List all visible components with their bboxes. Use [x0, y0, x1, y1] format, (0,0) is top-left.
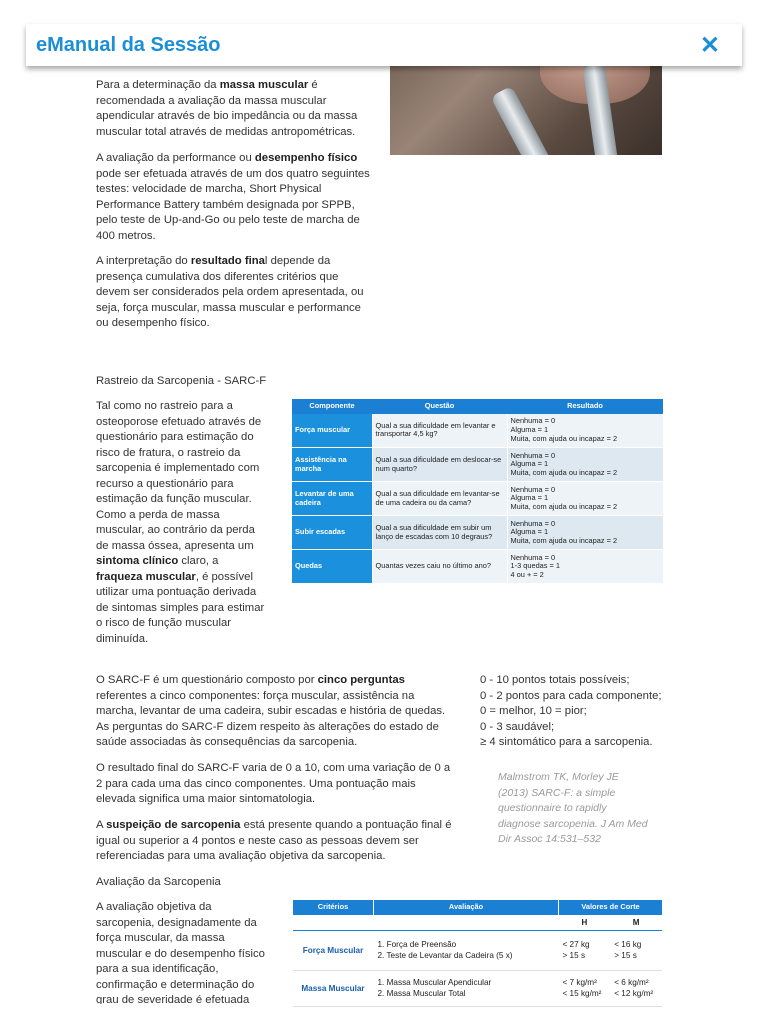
table-cell: H [559, 915, 611, 931]
text: Muita, com ajuda ou incapaz = 2 [510, 467, 618, 477]
text: 2. Massa Muscular Total [377, 989, 466, 999]
text: A [96, 819, 107, 831]
text: < 15 kg/m² [562, 989, 602, 999]
text: Nenhuma = 0 [510, 450, 556, 460]
text: 1-3 quedas = 1 [510, 561, 561, 571]
criteria-table [292, 900, 662, 1007]
table-cell [559, 930, 611, 970]
table-header: Critérios [293, 900, 374, 915]
table-header: Questão [372, 399, 507, 414]
section-title-sarc-f: Rastreio da Sarcopenia - SARC-F [96, 375, 267, 387]
sarc-f-table [292, 399, 663, 584]
table-header: Componente [292, 399, 372, 414]
text: A avaliação da performance ou [96, 152, 255, 164]
paragraph-muscle-mass [96, 78, 374, 140]
scoring-list [480, 673, 670, 751]
table-cell [507, 482, 663, 516]
table-cell [293, 915, 374, 931]
text: referentes a cinco componentes: força muscular, assistência na marcha, levantar de uma cadeira, subir escadas e história de quedas. As perguntas do SARC-F dizem respeito às alterações do estado de saúde associadas às consequências da sarcopenia. [96, 689, 446, 748]
table-cell: Levantar de uma cadeira [292, 482, 372, 516]
citation-line: Dir Assoc 14:531–532 [498, 833, 601, 846]
table-cell: Assistência na marcha [292, 448, 372, 482]
table-cell [610, 970, 662, 1006]
text-bold: cinco perguntas [317, 674, 405, 686]
session-manual-header [26, 24, 742, 66]
table-cell: Quantas vezes caiu no último ano? [372, 550, 507, 584]
citation-line: diagnose sarcopenia. J Am Med [498, 817, 648, 830]
citation-line: (2013) SARC-F: a simple [498, 786, 616, 799]
paragraph-sarc-f-result: O resultado final do SARC-F varia de 0 a 10, com uma variação de 0 a 2 para cada uma das cinco componentes. Uma pontuação mais elevada significa uma maior sintomatologia. [96, 762, 451, 805]
table-row [292, 516, 663, 550]
text: está presente quando a pontuação final é igual ou superior a 4 pontos e neste caso as pessoas devem ser referenciadas para uma avaliação objetiva da sarcopenia. [96, 819, 452, 862]
table-cell: Subir escadas [292, 516, 372, 550]
table-cell: Força Muscular [293, 930, 374, 970]
text: Alguma = 1 [510, 527, 549, 537]
paragraph-physical-performance [96, 151, 374, 244]
text: Nenhuma = 0 [510, 484, 556, 494]
text: 4 ou + = 2 [510, 569, 544, 579]
table-header: Avaliação [374, 900, 559, 915]
table-cell: Quedas [292, 550, 372, 584]
table-cell [507, 448, 663, 482]
close-icon[interactable]: ✕ [699, 32, 720, 59]
text: l depende da presença cumulativa dos diferentes critérios que devem ser considerados pela ordem apresentada, ou seja, força muscular, massa muscular e performance ou desempenho físico. [96, 255, 364, 329]
paragraph-final-result [96, 254, 374, 332]
table-row [292, 448, 663, 482]
citation-line: Malmstrom TK, Morley JE [498, 771, 619, 783]
paragraph-evaluation: A avaliação objetiva da sarcopenia, designadamente da força muscular, da massa muscular e do desempenho físico para a sua identificação, confirmação e determinação do grau de severidade é efetuada [96, 901, 265, 1004]
text: > 15 s [614, 951, 637, 961]
table-cell [507, 414, 663, 448]
table-cell: Qual a sua dificuldade em subir um lanço de escadas com 10 degraus? [372, 516, 507, 550]
header-title: eManual da Sessão [36, 34, 221, 56]
scoring-item: 0 - 2 pontos para cada componente; [480, 689, 662, 702]
table-row [292, 414, 663, 448]
text: > 15 s [562, 951, 586, 961]
text: Muita, com ajuda ou incapaz = 2 [510, 433, 618, 443]
text: , é possível utilizar uma pontuação derivada de sintomas simples para estimar o risco de função muscular diminuída. [96, 570, 265, 645]
text-bold: massa muscular [219, 79, 309, 91]
text: Alguma = 1 [510, 493, 549, 503]
table-header: Resultado [507, 399, 663, 414]
text: A interpretação do [96, 255, 191, 267]
text: Muita, com ajuda ou incapaz = 2 [510, 501, 618, 511]
text: Alguma = 1 [510, 425, 549, 435]
text: Nenhuma = 0 [510, 518, 556, 528]
text: 1. Massa Muscular Apendicular [377, 978, 492, 988]
table-cell [610, 930, 662, 970]
table-cell: Força muscular [292, 414, 372, 448]
table-cell [374, 915, 559, 931]
paragraph-screening [96, 399, 268, 647]
text: O SARC-F é um questionário composto por [96, 674, 318, 686]
citation-line: questionnaire to rapidly [498, 802, 607, 815]
table-row [293, 970, 663, 1006]
text: pode ser efetuada através de um dos quatro seguintes testes: velocidade de marcha, Short Physical Performance Battery também designada por SPPB, pelo teste de Up-and-Go ou pelo teste de marcha de 400 metros. [96, 167, 370, 242]
text: é recomendada a avaliação da massa muscular apendicular através de bio impedância ou da massa muscular total através de medidas antropométricas. [96, 79, 358, 138]
table-row [293, 930, 663, 970]
table-cell: Qual a sua dificuldade em levantar-se de uma cadeira ou da cama? [372, 482, 507, 516]
table-row [292, 550, 663, 584]
text-bold: suspeição de sarcopenia [106, 819, 241, 831]
table-cell [374, 970, 559, 1006]
scoring-item: 0 - 10 pontos totais possíveis; [480, 674, 630, 686]
table-cell [559, 970, 611, 1006]
text: 1. Força de Preensão [377, 940, 457, 950]
citation [498, 770, 678, 848]
text-bold: desempenho físico [254, 152, 358, 164]
text: < 6 kg/m² [614, 978, 649, 988]
table-cell: M [610, 915, 662, 931]
text: 2. Teste de Levantar da Cadeira (5 x) [377, 951, 513, 961]
text-bold: sintoma clínico [96, 555, 179, 567]
text: < 7 kg/m² [562, 978, 597, 988]
table-cell [507, 516, 663, 550]
text: < 12 kg/m² [614, 989, 654, 999]
walker-bar-shape [490, 86, 553, 155]
table-cell: Massa Muscular [293, 970, 374, 1006]
paragraph-suspicion [96, 818, 458, 865]
table-header: Valores de Corte [559, 900, 663, 915]
table-cell [374, 930, 559, 970]
text: Alguma = 1 [510, 459, 549, 469]
text: < 16 kg [614, 940, 642, 950]
table-subheader-row [293, 915, 663, 931]
text-bold: fraqueza muscular [96, 570, 196, 583]
scoring-item: 0 - 3 saudável; [480, 720, 555, 733]
text: Para a determinação da [96, 79, 220, 91]
table-row [292, 482, 663, 516]
text: Nenhuma = 0 [510, 552, 556, 562]
text-bold: resultado fina [190, 255, 265, 267]
table-cell [507, 550, 663, 584]
table-cell: Qual a sua dificuldade em levantar e transportar 4,5 kg? [372, 414, 507, 448]
text: < 27 kg [562, 940, 590, 950]
scoring-item: 0 = melhor, 10 = pior; [480, 705, 587, 717]
text: claro, a [178, 555, 219, 567]
section-title-evaluation: Avaliação da Sarcopenia [96, 876, 221, 888]
paragraph-sarc-f-description [96, 673, 458, 751]
text: Tal como no rastreio para a osteoporose efetuado através de questionário para estimação do risco de fratura, o rastreio da sarcopenia é implementado com recurso a questionário para estimação da função muscular. Como a perda de massa muscular, ao contrário da perda de massa óssea, apresenta um [96, 400, 262, 552]
text: Muita, com ajuda ou incapaz = 2 [510, 535, 618, 545]
scoring-item: ≥ 4 sintomático para a sarcopenia. [480, 736, 653, 748]
text: Nenhuma = 0 [510, 416, 556, 426]
table-cell: Qual a sua dificuldade em deslocar-se num quarto? [372, 448, 507, 482]
